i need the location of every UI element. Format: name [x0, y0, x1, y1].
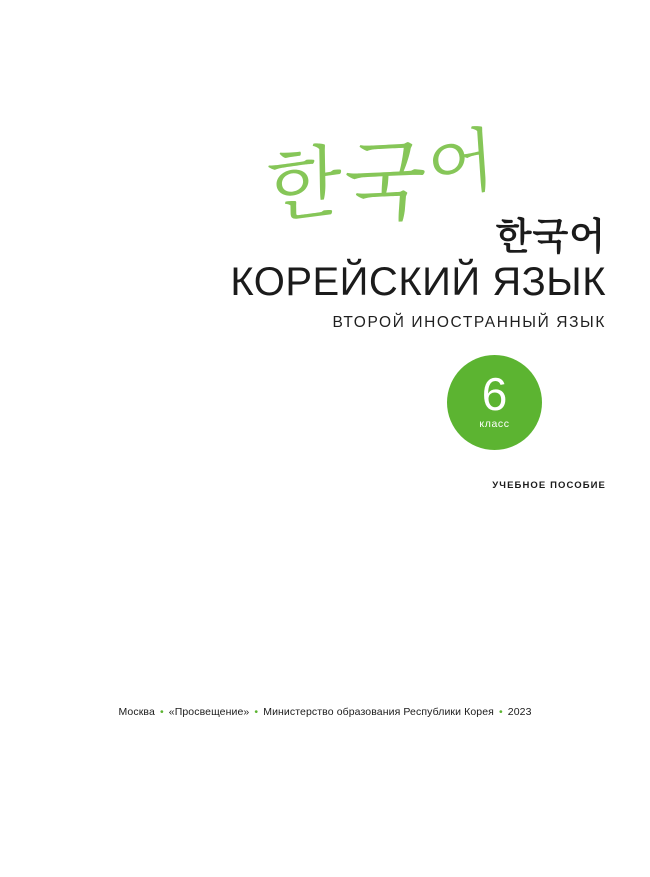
imprint-separator-2: •: [254, 706, 259, 718]
subtitle: ВТОРОЙ ИНОСТРАННЫЙ ЯЗЫК: [332, 314, 606, 331]
brush-calligraphy-hangul: 한국어: [266, 117, 500, 236]
imprint-city: Москва: [118, 706, 155, 718]
grade-badge: [447, 355, 542, 450]
title-block: [0, 117, 606, 332]
imprint-separator-3: •: [498, 706, 503, 718]
imprint-publisher: «Просвещение»: [168, 706, 250, 718]
grade-label: класс: [479, 418, 510, 431]
imprint-line: [0, 706, 650, 718]
grade-number: 6: [481, 367, 508, 420]
imprint-ministry: Министерство образования Республики Корея: [263, 706, 494, 718]
imprint-year: 2023: [507, 706, 532, 718]
page-title: КОРЕЙСКИЙ ЯЗЫК: [230, 260, 606, 304]
book-kind-label: УЧЕБНОЕ ПОСОБИЕ: [492, 480, 606, 491]
hangul-title: 한국어: [495, 215, 606, 258]
imprint-separator-1: •: [159, 706, 164, 718]
